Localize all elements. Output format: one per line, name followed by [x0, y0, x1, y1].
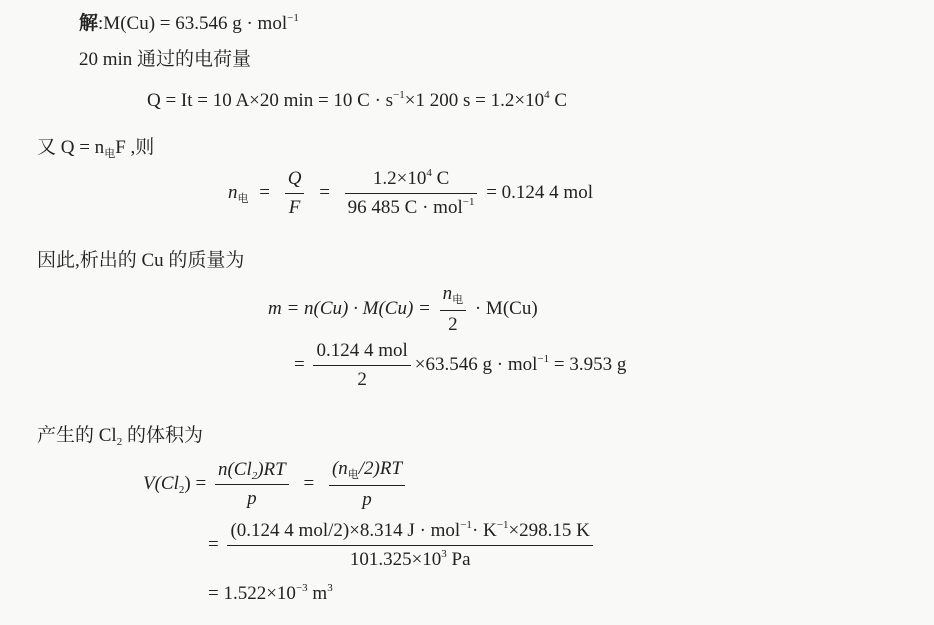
eq-v-big-num: [227, 520, 592, 545]
eq-m-frac1-num: [440, 283, 467, 310]
eq-n-frac2-num-a: 1.2×10: [372, 168, 427, 189]
eq-n-frac1: [285, 168, 305, 219]
eq-n-frac2-den-exp: −1: [462, 196, 475, 208]
eq-v-big-num-a: (0.124 4 mol/2)×8.314 J · mol: [230, 520, 461, 541]
eq-m-line2-c: = 3.953 g: [549, 353, 627, 375]
eq-v-lhs-b: ) =: [184, 472, 207, 494]
eq-n-result: = 0.124 4 mol: [486, 181, 593, 203]
eq-v-frac2: [329, 458, 405, 511]
eq-v-frac2-den: p: [329, 485, 405, 511]
eq-q-unit: C: [549, 90, 568, 111]
eq-v-frac2-num: [329, 458, 405, 485]
eq-q-lhs: Q = It = 10 A×20 min = 10 C · s: [147, 90, 394, 111]
eq-m-frac1: [440, 283, 467, 336]
cl2-intro-a: 产生的 Cl: [37, 425, 117, 446]
molar-mass-exp: −1: [287, 12, 299, 24]
eq-v-big-frac: [227, 520, 592, 571]
eq-m-line1-b: · M(Cu): [474, 297, 538, 319]
charge-intro: 20 min 通过的电荷量: [79, 49, 252, 70]
eq-v-big-num-e2: −1: [496, 519, 509, 531]
eq-v-big-den-a: 101.325×10: [349, 549, 442, 570]
eq-q-exp2: 4: [544, 89, 550, 101]
also-line: [37, 132, 154, 161]
eq-m-line2-exp: −1: [537, 352, 550, 365]
eq-v-eq2: =: [303, 472, 315, 494]
eq-v-frac2-num-sub: 电: [347, 469, 359, 481]
eq-v-big-num-c: ×298.15 K: [508, 520, 590, 541]
eq-q-mid: ×1 200 s = 1.2×10: [404, 90, 545, 111]
molar-mass-text: :M(Cu) = 63.546 g · mol: [98, 13, 288, 34]
cu-mass-intro: 因此,析出的 Cu 的质量为: [37, 250, 245, 271]
eq-m-frac1-num-n: n: [442, 283, 453, 304]
eq-n-frac2-den-a: 96 485 C · mol: [347, 197, 463, 218]
eq-v-big-den: [227, 545, 592, 571]
eq-n-lhs: n: [228, 181, 238, 203]
eq-v-frac1-num-b: )RT: [257, 459, 286, 480]
eq-n-frac2-num: [345, 168, 478, 193]
eq-n-frac2-num-exp: 4: [426, 167, 432, 179]
eq-v-big-den-b: Pa: [446, 549, 471, 570]
eq-m-frac2-num: 0.124 4 mol: [316, 340, 408, 361]
eq-m-frac1-den: 2: [440, 310, 467, 336]
eq-v-line3: = 1.522×10: [208, 583, 296, 604]
eq-v-big-num-e1: −1: [460, 519, 472, 531]
eq-v-big-num-b: · K: [471, 520, 497, 541]
eq-n-frac1-den: F: [285, 193, 305, 219]
also-sub: 电: [104, 148, 116, 160]
eq-m-line2-eq: =: [294, 353, 305, 375]
eq-n-frac2-den: [345, 193, 478, 219]
eq-n-frac2-num-b: C: [431, 168, 450, 189]
also-prefix: 又 Q = n: [37, 137, 105, 158]
equation-v-line1: [143, 458, 409, 511]
eq-v-frac2-num-a: (n: [331, 458, 348, 479]
eq-m-line2-b: ×63.546 g · mol: [414, 353, 538, 375]
cl2-intro-sub: 2: [116, 436, 123, 448]
eq-m-line1-a: m = n(Cu) · M(Cu) =: [268, 297, 431, 319]
solution-label: 解: [79, 13, 99, 34]
eq-v-frac1-num: [215, 459, 289, 484]
equation-m-line2: [294, 340, 626, 391]
equation-m-line1: [268, 283, 538, 336]
cl2-intro-b: 的体积为: [122, 425, 203, 446]
eq-v-line3-exp: −3: [295, 582, 308, 594]
eq-v-frac1-num-a: n(Cl: [217, 459, 252, 480]
eq-n-eq2: =: [319, 181, 330, 203]
equation-v-line2: [208, 520, 597, 571]
eq-m-frac2-den: 2: [313, 365, 410, 391]
eq-v-frac2-num-b: /2)RT: [358, 458, 403, 479]
eq-v-lhs-sub: 2: [178, 483, 185, 496]
eq-v-lhs-a: V(Cl: [143, 472, 179, 494]
eq-n-eq1: =: [259, 181, 270, 203]
eq-n-lhs-sub: 电: [237, 192, 249, 205]
equation-n: [228, 168, 593, 219]
eq-v-frac1: [215, 459, 289, 510]
eq-v-frac1-num-sub: 2: [251, 470, 258, 482]
eq-n-frac2: [345, 168, 478, 219]
eq-v-line3-unit-exp: 3: [327, 582, 333, 594]
eq-q-exp1: −1: [393, 89, 405, 101]
eq-v-line2-eq: =: [208, 533, 219, 555]
eq-v-big-den-exp: 3: [441, 548, 447, 560]
solution-line: [79, 8, 299, 35]
cl2-intro: [37, 420, 203, 447]
eq-n-frac1-num: Q: [287, 168, 302, 189]
eq-v-line3-unit: m: [307, 583, 328, 604]
equation-q: [147, 90, 567, 112]
also-suffix: F ,则: [115, 137, 155, 158]
eq-m-frac1-num-sub: 电: [452, 294, 464, 306]
eq-m-frac2: [313, 340, 410, 391]
equation-v-line3: [208, 583, 333, 605]
eq-v-frac1-den: p: [215, 484, 289, 510]
